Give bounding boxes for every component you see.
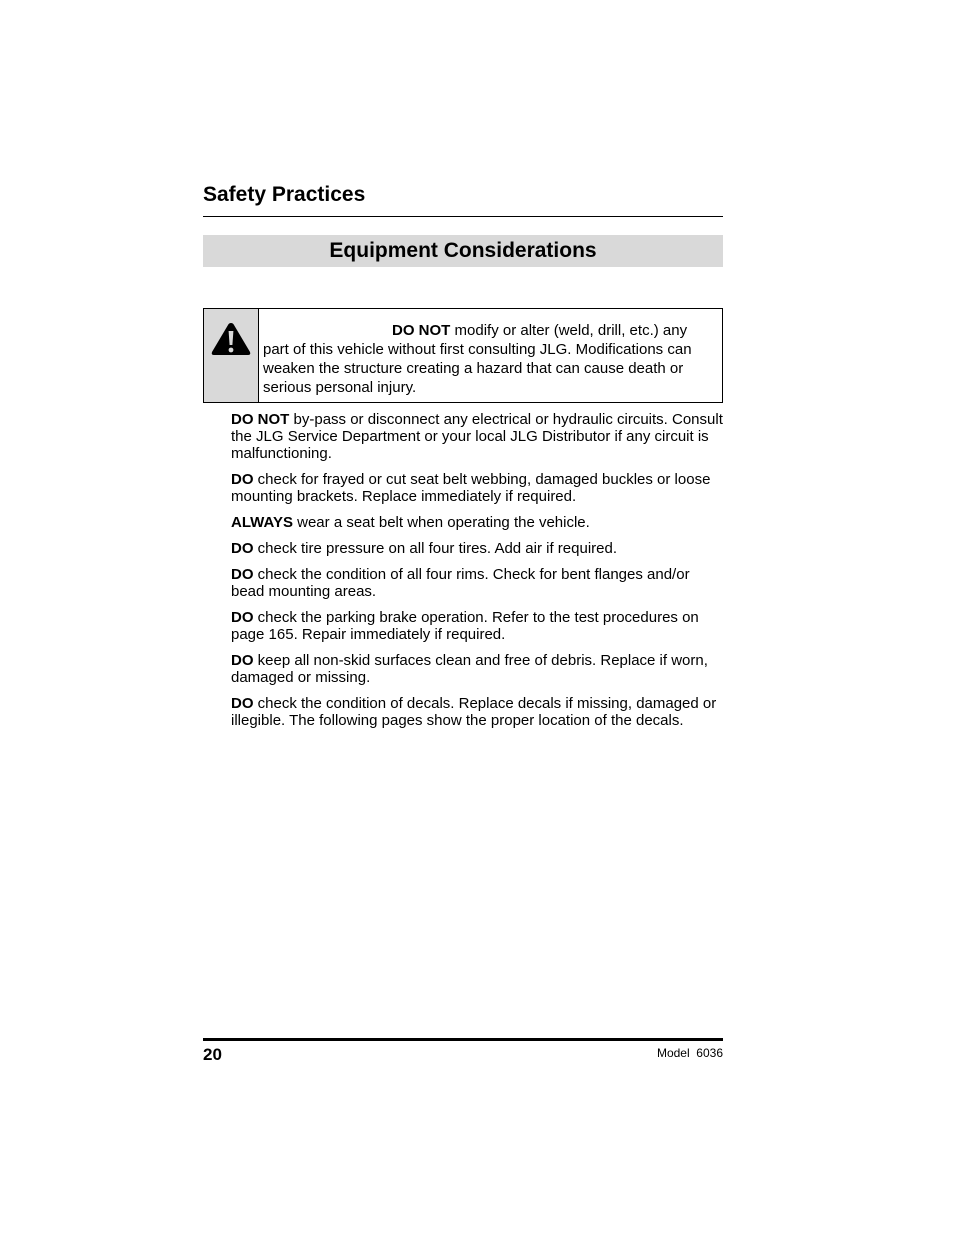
item-lead: DO — [231, 652, 254, 669]
safety-item-list — [231, 411, 723, 738]
list-item — [231, 695, 723, 729]
item-text: check the condition of decals. Replace decals if missing, damaged or illegible. The following pages show the proper location of the decals. — [231, 695, 717, 729]
subheader-bar — [203, 235, 723, 267]
list-item — [231, 609, 723, 643]
item-lead: DO NOT — [231, 411, 290, 428]
list-item — [231, 411, 723, 462]
footer-divider — [203, 1038, 723, 1041]
section-divider — [203, 216, 723, 217]
list-item — [231, 652, 723, 686]
item-text: check the condition of all four rims. Check for bent flanges and/or bead mounting areas. — [231, 566, 690, 600]
model-label: Model 6036 — [656, 1046, 723, 1060]
list-item — [231, 566, 723, 600]
item-text: check the parking brake operation. Refer to the test procedures on page 165. Repair immediately if required. — [231, 609, 699, 643]
item-lead: DO — [231, 540, 254, 557]
item-text: wear a seat belt when operating the vehicle. — [292, 514, 590, 531]
item-text: by-pass or disconnect any electrical or hydraulic circuits. Consult the JLG Service Department or your local JLG Distributor if any circuit is malfunctioning. — [231, 411, 723, 462]
list-item — [231, 471, 723, 505]
list-item — [231, 514, 723, 531]
warning-box — [203, 308, 723, 403]
item-text: check tire pressure on all four tires. Add air if required. — [253, 540, 618, 557]
warning-message — [259, 309, 722, 402]
item-text: check for frayed or cut seat belt webbing, damaged buckles or loose mounting brackets. Replace immediately if required. — [231, 471, 711, 505]
item-lead: DO — [231, 695, 254, 712]
warning-emphasis: DO NOT — [392, 322, 451, 339]
item-text: keep all non-skid surfaces clean and free of debris. Replace if worn, damaged or missing. — [231, 652, 708, 686]
subheader-title: Equipment Considerations — [329, 239, 597, 262]
item-lead: DO — [231, 471, 254, 488]
warning-icon-cell — [204, 309, 259, 402]
item-lead: DO — [231, 566, 254, 583]
section-title: Safety Practices — [203, 183, 366, 206]
list-item — [231, 540, 723, 557]
warning-exclamation-icon — [210, 321, 252, 402]
item-lead: ALWAYS — [231, 514, 293, 531]
warning-body: modify or alter (weld, drill, etc.) any part of this vehicle without first consulting JLG. Modifications can weaken the structure creating a hazard that can cause death or serious personal injury. — [263, 322, 692, 396]
page-number: 20 — [203, 1045, 222, 1064]
item-lead: DO — [231, 609, 254, 626]
